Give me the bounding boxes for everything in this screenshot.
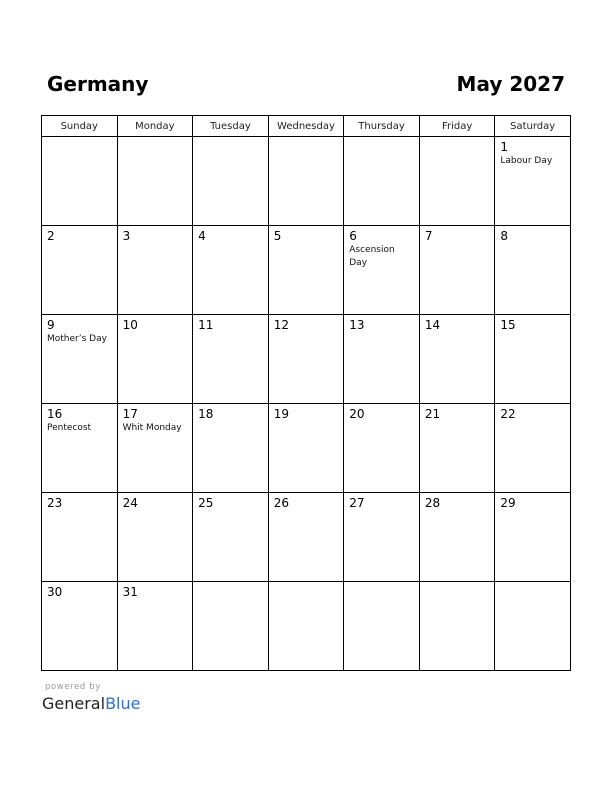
day-cell	[193, 582, 269, 671]
month-year-title: May 2027	[456, 72, 565, 96]
day-cell	[42, 493, 118, 582]
holiday-label: Ascension Day	[349, 245, 395, 268]
day-number: 11	[198, 318, 214, 332]
day-number: 7	[424, 229, 433, 243]
weekday-saturday: Saturday	[495, 116, 571, 137]
day-cell	[419, 315, 495, 404]
day-cell	[419, 404, 495, 493]
day-number: 31	[122, 585, 138, 599]
holiday-label: Labour Day	[500, 156, 553, 166]
generalblue-logo	[42, 694, 140, 714]
week-row	[42, 137, 571, 226]
day-number: 4	[198, 229, 206, 243]
weekday-sunday: Sunday	[42, 116, 118, 137]
calendar-grid	[41, 115, 571, 671]
powered-by-label: powered by	[45, 682, 101, 692]
day-number: 30	[47, 585, 63, 599]
weekday-thursday: Thursday	[344, 116, 420, 137]
day-cell	[268, 404, 344, 493]
day-number: 23	[47, 496, 63, 510]
day-cell	[193, 404, 269, 493]
day-number: 17	[122, 407, 138, 421]
day-cell	[117, 137, 193, 226]
week-row	[42, 226, 571, 315]
day-cell	[495, 137, 571, 226]
country-title: Germany	[47, 72, 149, 96]
day-number: 22	[500, 407, 516, 421]
day-number: 3	[122, 229, 131, 243]
day-cell	[419, 493, 495, 582]
day-number: 18	[198, 407, 214, 421]
day-number: 24	[122, 496, 138, 510]
day-number: 14	[424, 318, 441, 332]
weekday-header-row	[42, 116, 571, 137]
day-cell	[268, 582, 344, 671]
week-row	[42, 493, 571, 582]
day-number: 12	[273, 318, 289, 332]
day-cell	[193, 493, 269, 582]
day-cell	[344, 137, 420, 226]
day-number: 26	[273, 496, 289, 510]
week-row	[42, 404, 571, 493]
day-number: 2	[47, 229, 55, 243]
weekday-wednesday: Wednesday	[268, 116, 344, 137]
holiday-label: Mother’s Day	[47, 334, 107, 344]
day-cell	[419, 582, 495, 671]
holiday-label: Whit Monday	[122, 423, 182, 433]
brand-general-text: General	[42, 694, 106, 713]
day-cell	[495, 493, 571, 582]
day-cell	[42, 582, 118, 671]
holiday-label: Pentecost	[47, 423, 92, 433]
day-cell	[268, 137, 344, 226]
day-cell	[268, 226, 344, 315]
day-number: 15	[500, 318, 516, 332]
weekday-monday: Monday	[117, 116, 193, 137]
day-cell	[344, 493, 420, 582]
day-cell	[193, 226, 269, 315]
day-cell	[268, 315, 344, 404]
day-cell	[344, 582, 420, 671]
day-cell	[117, 226, 193, 315]
day-cell	[495, 226, 571, 315]
day-number: 16	[47, 407, 63, 421]
week-row	[42, 582, 571, 671]
weekday-tuesday: Tuesday	[193, 116, 269, 137]
day-number: 27	[349, 496, 365, 510]
day-cell	[193, 137, 269, 226]
weekday-friday: Friday	[419, 116, 495, 137]
day-number: 10	[122, 318, 138, 332]
day-number: 21	[424, 407, 441, 421]
day-cell	[42, 404, 118, 493]
day-cell	[117, 493, 193, 582]
day-number: 6	[349, 229, 357, 243]
day-cell	[344, 315, 420, 404]
day-number: 5	[273, 229, 282, 243]
day-cell	[495, 582, 571, 671]
day-cell	[419, 137, 495, 226]
day-cell	[268, 493, 344, 582]
day-number: 13	[349, 318, 365, 332]
day-cell	[193, 315, 269, 404]
day-cell	[495, 404, 571, 493]
day-cell	[419, 226, 495, 315]
day-number: 29	[500, 496, 516, 510]
day-number: 25	[198, 496, 214, 510]
day-cell	[42, 137, 118, 226]
brand-blue-text: Blue	[105, 694, 141, 713]
day-number: 19	[273, 407, 289, 421]
day-cell	[344, 226, 420, 315]
day-cell	[117, 404, 193, 493]
day-cell	[495, 315, 571, 404]
day-cell	[42, 315, 118, 404]
day-number: 9	[47, 318, 55, 332]
day-number: 8	[500, 229, 509, 243]
day-cell	[42, 226, 118, 315]
week-row	[42, 315, 571, 404]
day-number: 1	[500, 140, 509, 154]
day-number: 20	[349, 407, 365, 421]
day-cell	[117, 582, 193, 671]
day-number: 28	[424, 496, 441, 510]
day-cell	[117, 315, 193, 404]
day-cell	[344, 404, 420, 493]
